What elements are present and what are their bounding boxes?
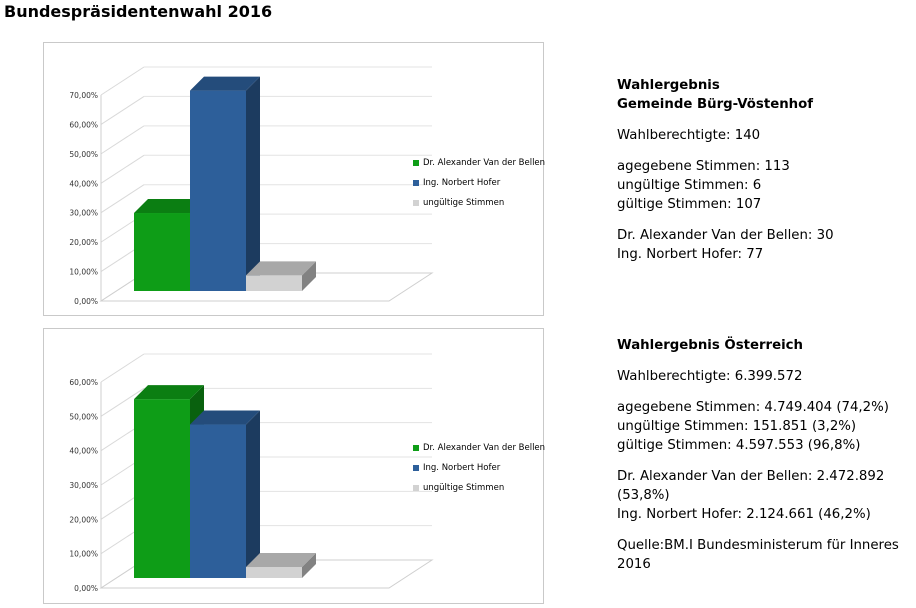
ungueltige-stimmen-text: ungültige Stimmen: 6 [617, 178, 762, 193]
hofer-text: Ing. Norbert Hofer: 2.124.661 (46,2%) [617, 507, 871, 522]
bar-dr-alexander-van-der-bellen [134, 399, 190, 578]
info-oesterreich [617, 336, 916, 574]
y-tick-label: 50,00% [69, 412, 98, 422]
legend-swatch-van-der-bellen [413, 445, 419, 451]
info-oesterreich-heading: Wahlergebnis Österreich [617, 338, 804, 353]
chart-oesterreich-legend [413, 438, 545, 498]
legend-swatch-hofer [413, 180, 419, 186]
legend-swatch-hofer [413, 465, 419, 471]
bar-ing-norbert-hofer-side [246, 77, 260, 291]
gridline-diagonal [101, 67, 144, 95]
legend-item-ungueltig [413, 193, 545, 213]
gueltige-stimmen-text: gültige Stimmen: 107 [617, 197, 762, 212]
y-tick-label: 0,00% [74, 297, 98, 306]
bar-ung-ltige-stimmen [246, 275, 302, 291]
legend-label: Ing. Norbert Hofer [423, 463, 501, 473]
quelle-line: Quelle:BM.I Bundesministerum für Inneres [617, 538, 899, 553]
legend-item-ungueltig [413, 478, 545, 498]
legend-label: ungültige Stimmen [423, 198, 505, 208]
y-tick-label: 70,00% [69, 91, 98, 100]
van-der-bellen-line: Dr. Alexander Van der Bellen: 2.472.892 [617, 469, 885, 484]
abgegebene-stimmen-text: agegebene Stimmen: 113 [617, 159, 790, 174]
bar-ung-ltige-stimmen [246, 567, 302, 578]
y-tick-label: 10,00% [69, 549, 98, 559]
y-tick-label: 60,00% [69, 378, 98, 387]
gridline-diagonal [101, 155, 144, 183]
bar-ing-norbert-hofer [190, 91, 246, 291]
legend-label: Ing. Norbert Hofer [423, 178, 501, 188]
legend-item-hofer [413, 458, 545, 478]
legend-swatch-ungueltig [413, 200, 419, 206]
y-tick-label: 0,00% [74, 584, 98, 593]
y-tick-label: 20,00% [69, 238, 98, 248]
legend-label: Dr. Alexander Van der Bellen [423, 443, 546, 453]
y-tick-label: 40,00% [69, 446, 98, 456]
chart-oesterreich [43, 328, 544, 604]
legend-swatch-van-der-bellen [413, 160, 419, 166]
wahlberechtigte-text: Wahlberechtigte: 140 [617, 128, 761, 143]
gridline-diagonal [101, 96, 144, 124]
info-gemeinde [617, 76, 916, 264]
y-tick-label: 50,00% [69, 149, 98, 159]
gridline-diagonal [101, 126, 144, 154]
legend-label: ungültige Stimmen [423, 483, 505, 493]
gridline-diagonal [101, 185, 144, 213]
gueltige-stimmen-text: gültige Stimmen: 4.597.553 (96,8%) [617, 438, 861, 453]
y-tick-label: 30,00% [69, 481, 98, 490]
heading-line: Gemeinde Bürg-Vöstenhof [617, 97, 814, 112]
y-tick-label: 10,00% [69, 267, 98, 277]
legend-item-hofer [413, 173, 545, 193]
van-der-bellen-text: Dr. Alexander Van der Bellen: 30 [617, 228, 834, 243]
legend-item-van-der-bellen [413, 153, 545, 173]
page-title: Bundespräsidentenwahl 2016 [4, 2, 273, 21]
heading-line: Wahlergebnis [617, 78, 720, 93]
quelle-text [617, 536, 916, 574]
legend-swatch-ungueltig [413, 485, 419, 491]
info-gemeinde-heading [617, 76, 916, 114]
y-tick-label: 40,00% [69, 179, 98, 189]
van-der-bellen-text [617, 467, 916, 505]
gridline-diagonal [101, 354, 144, 382]
bar-ing-norbert-hofer [190, 425, 246, 578]
bar-ing-norbert-hofer-side [246, 411, 260, 578]
van-der-bellen-line: (53,8%) [617, 488, 670, 503]
ungueltige-stimmen-text: ungültige Stimmen: 151.851 (3,2%) [617, 419, 857, 434]
abgegebene-stimmen-text: agegebene Stimmen: 4.749.404 (74,2%) [617, 400, 889, 415]
wahlberechtigte-text: Wahlberechtigte: 6.399.572 [617, 369, 803, 384]
y-tick-label: 60,00% [69, 120, 98, 130]
legend-item-van-der-bellen [413, 438, 545, 458]
hofer-text: Ing. Norbert Hofer: 77 [617, 247, 764, 262]
chart-gemeinde [43, 42, 544, 316]
quelle-line: 2016 [617, 557, 651, 572]
chart-gemeinde-legend [413, 153, 545, 213]
bar-dr-alexander-van-der-bellen [134, 213, 190, 291]
y-tick-label: 20,00% [69, 515, 98, 525]
y-tick-label: 30,00% [69, 208, 98, 218]
legend-label: Dr. Alexander Van der Bellen [423, 158, 546, 168]
